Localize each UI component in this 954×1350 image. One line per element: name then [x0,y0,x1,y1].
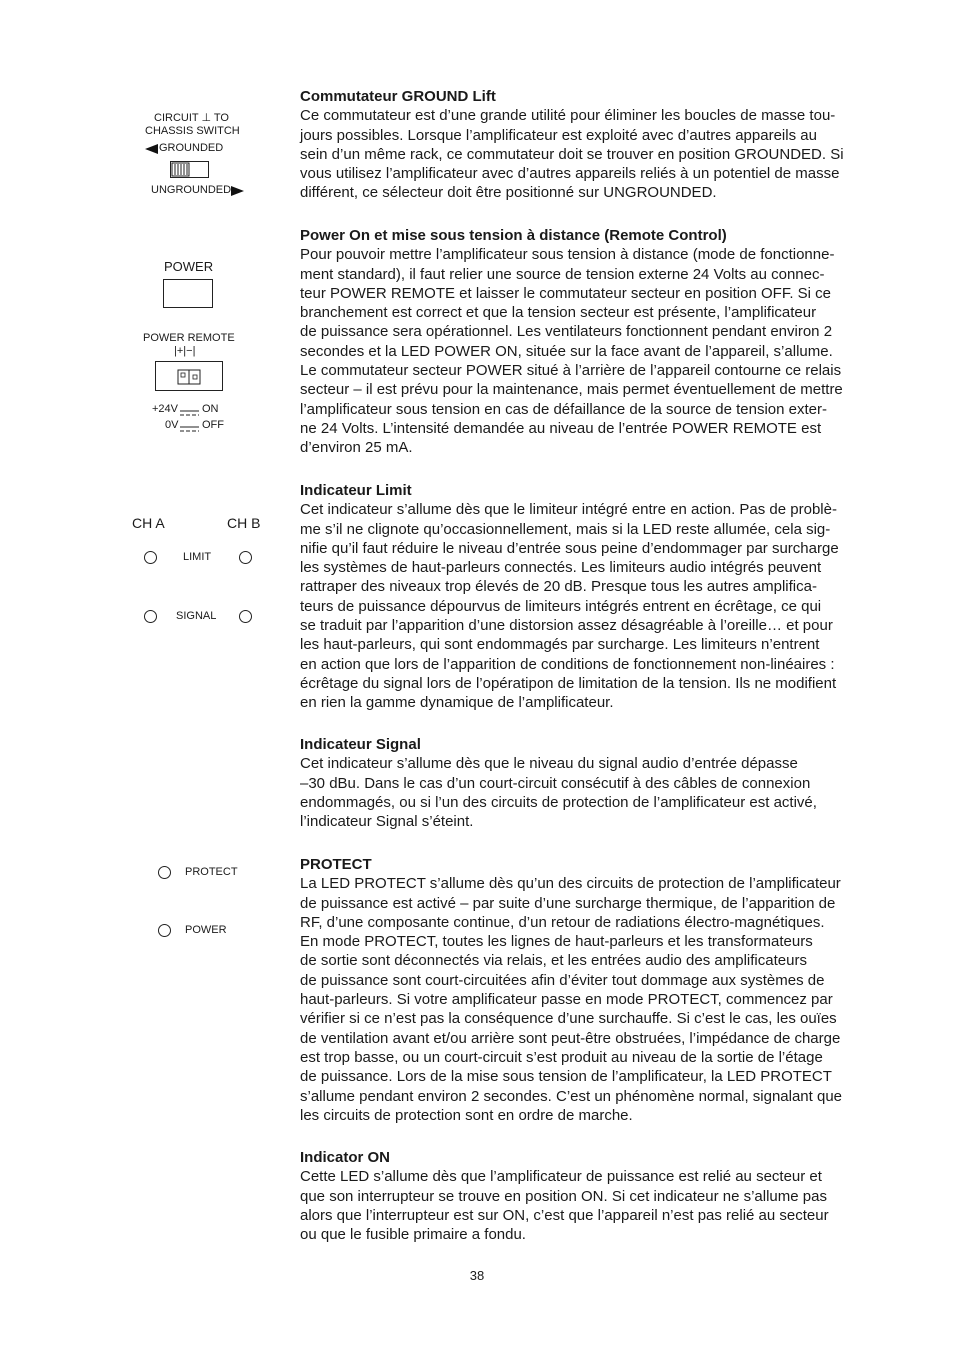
off-label: OFF [202,419,224,431]
section-title: PROTECT [300,856,372,873]
section-ground-lift [300,87,885,203]
ungrounded-arrow-icon [231,184,245,196]
page-number: 38 [469,1268,485,1283]
section-protect [300,855,885,1125]
power-switch-label: POWER [164,259,214,274]
power-remote-label: POWER REMOTE [143,332,235,344]
ground-lift-switch[interactable] [170,161,208,177]
signal-label: SIGNAL [176,610,217,622]
power-remote-polarity: |+|−| [174,345,196,357]
ch-b-label: CH B [227,515,261,531]
power-remote-connector[interactable] [155,361,223,391]
section-body: La LED PROTECT s’allume dès qu’un des circuits de protection de l’amplificateur de puissance est activé – par suite d’une surcharge thermique, de l’apparition de RF, d’une composante continue, d’un retour de radiations électro-magnétiques. En mode PROTECT, toutes les lignes de haut-parleurs et les transformateurs de sortie sont déconnectés via relais, et les entrées audio des amplificateurs de puissance sont court-circuitées afin d’éviter tout dommage aux systèmes de haut-parleurs. Si votre amplificateur passe en mode PROTECT, commencez par vérifier si ce n’est pas la conséquence d’une surchauffe. Si c’est le cas, les ouïes de ventilation avant et/ou arrière sont peut-être obstruées, l’impédance de charge est trop basse, ou un court-circuit s’est produit au niveau de la sortie de l’étage de puissance. Lors de la mise sous tension de l’amplificateur, la LED PROTECT s’allume pendant environ 2 secondes. C’est un phénomène normal, signalant que les circuits de protection sont en ordre de marche. [300,875,843,1124]
protect-led-label: PROTECT [185,866,238,878]
grounded-arrow-icon [145,142,159,154]
section-body: Cet indicateur s’allume dès que le limiteur intégré entre en action. Pas de problè- me s’il ne clignote qu’occasionnellement, mais si la LED reste allumée, cela sig- nifie qu’il faut réduire le niveau d’entrée sous peine d’endommager par surcharge les systèmes de haut-parleurs connectés. Les limiteurs audio intégrés peuvent rattraper des niveaux trop élevés de 20 dB. Presque tous les autres amplifica- teurs de puissance dépourvus de limiteurs intégrés entrent en écrêtage, ce qui se traduit par l’apparition d’une distorsion assez désagréable à l’oreille… et pour les haut-parleurs, qui sont endommagés par surcharge. Les limiteurs n’entrent en action que lors de l’apparition de conditions de fonctionnement non-linéaires : écrêtage du signal lors de l’opératipon de limitation de la tension. Ils ne modifient en rien la gamme dynamique de l’amplificateur. [300,501,839,712]
grounded-label: GROUNDED [159,142,224,154]
section-title: Indicateur Signal [300,736,421,753]
ground-switch-title-line1: CIRCUIT ⊥ TO [154,112,229,124]
ch-a-label: CH A [132,515,165,531]
section-title: Indicateur Limit [300,482,412,499]
signal-led-ch-a [144,610,157,623]
on-label: ON [202,403,219,415]
limit-label: LIMIT [183,551,212,563]
section-power-remote [300,226,885,458]
section-title: Commutateur GROUND Lift [300,88,496,105]
section-body: Ce commutateur est d’une grande utilité pour éliminer les boucles de masse tou- jours possibles. Lorsque l’amplificateur est exploité avec d’autres appareils au sein d’un même rack, ce commutateur doit se trouver en position GROUNDED. Si vous utilisez l’amplificateur avec d’autres appareils reliés à un potentiel de masse différent, ce sélecteur doit être positionné sur UNGROUNDED. [300,107,844,202]
section-title: Power On et mise sous tension à distance (Remote Control) [300,227,727,244]
limit-led-ch-b [239,551,252,564]
power-switch[interactable] [163,279,213,308]
section-body: Cette LED s’allume dès que l’amplificateur de puissance est relié au secteur et que son interrupteur se trouve en position ON. Si cet indicateur ne s’allume pas alors que l’interrupteur est sur ON, c’est que l’appareil n’est pas relié au secteur ou que le fusible primaire a fondu. [300,1168,829,1244]
section-body: Pour pouvoir mettre l’amplificateur sous tension à distance (mode de fonctionne- ment standard), il faut relier une source de tension externe 24 Volts au connec- teur POWER REMOTE et laisser le commutateur secteur en position OFF. Si ce branchement est correct et que la tension secteur est présente, l’amplificateur de puissance sera opérationnel. Les ventilateurs fonctionnent pendant environ 2 secondes et la LED POWER ON, située sur la face avant de l’appareil, s’allume. Le commutateur secteur POWER situé à l’arrière de l’appareil contourne ce relais secteur – il est prévu pour la maintenance, mais permet éventuellement de mettre l’amplificateur sous tension en cas de défaillance de la source de tension exter- ne 24 Volts. L’intensité demandée au niveau de l’entrée POWER REMOTE est d’environ 25 mA. [300,246,843,457]
power-led-label: POWER [185,924,227,936]
signal-led-ch-b [239,610,252,623]
section-indicator-on [300,1148,885,1244]
section-title: Indicator ON [300,1149,391,1166]
ungrounded-label: UNGROUNDED [151,184,232,196]
ground-switch-title-line2: CHASSIS SWITCH [145,125,240,137]
section-limit [300,481,885,713]
dc-symbol-icon [180,405,200,415]
dc-symbol-icon [180,421,200,431]
power-led [158,924,171,937]
section-signal [300,735,885,831]
plus24v-label: +24V [152,403,178,415]
zerov-label: 0V [165,419,179,431]
limit-led-ch-a [144,551,157,564]
section-body: Cet indicateur s’allume dès que le niveau du signal audio d’entrée dépasse –30 dBu. Dans le cas d’un court-circuit consécutif à des câbles de connexion endommagés, ou si l’un des circuits de protection de l’amplificateur est activé, l’indicateur Signal s’éteint. [300,755,817,831]
protect-led [158,866,171,879]
